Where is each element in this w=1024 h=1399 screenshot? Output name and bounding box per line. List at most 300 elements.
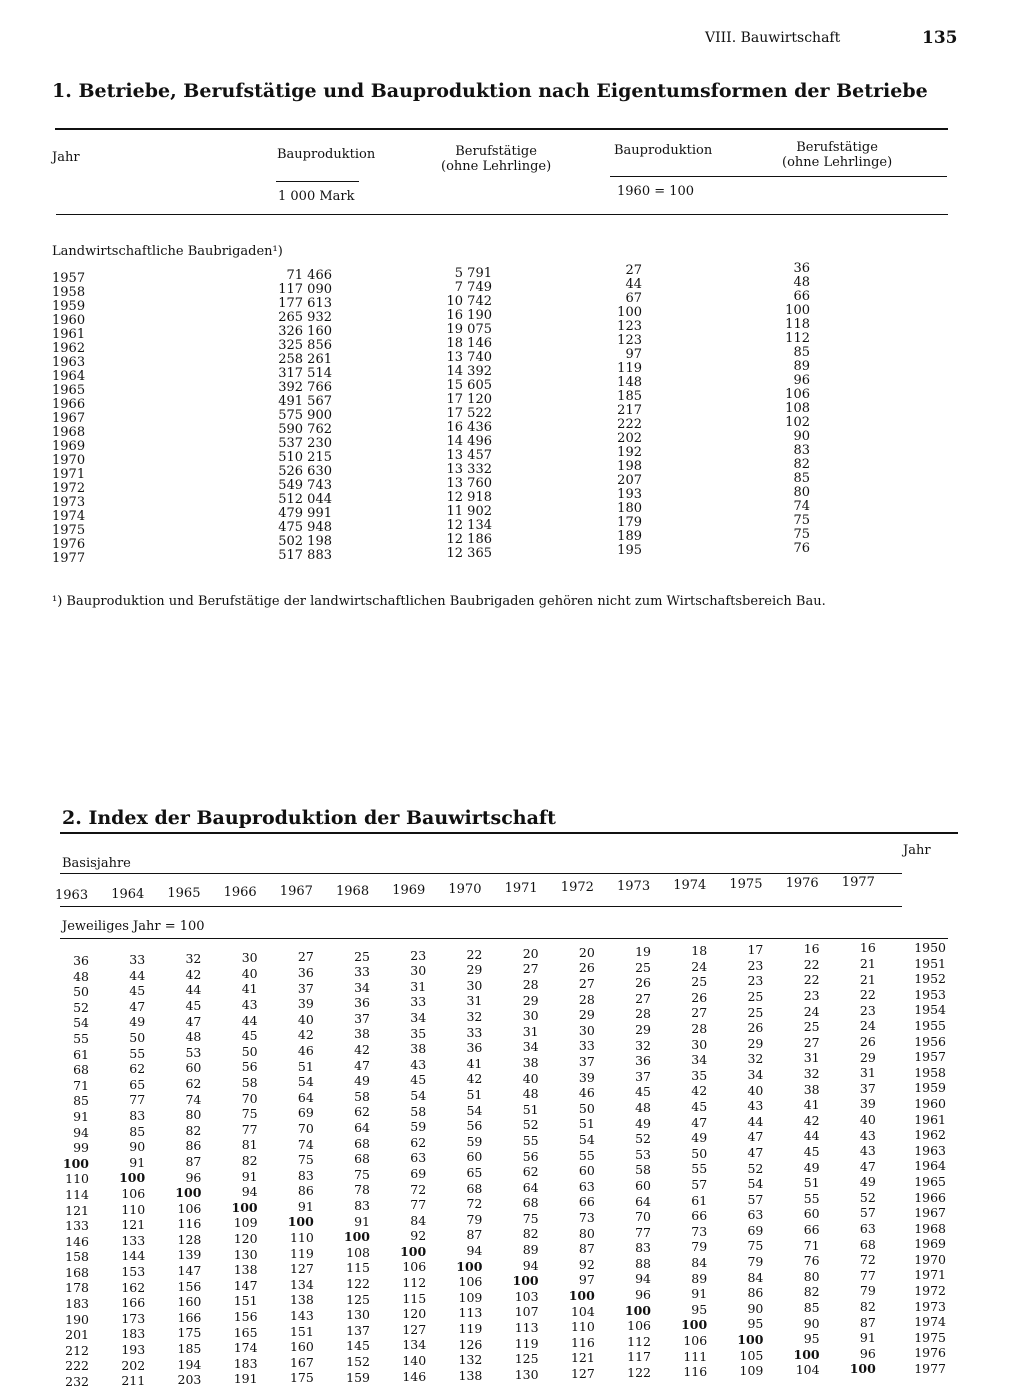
t2-cell: 52 — [522, 1117, 539, 1133]
t2-cell: 146 — [402, 1368, 427, 1384]
t2-row-year: 1956 — [914, 1033, 946, 1049]
t2-cell: 36 — [466, 1040, 483, 1056]
t1-year-cell: 1966 — [52, 397, 86, 412]
t2-cell: 63 — [578, 1178, 595, 1194]
t2-cell: 90 — [747, 1300, 764, 1316]
t1-berufstaetige-index-cell: 112 — [785, 331, 810, 346]
t2-cell: 100 — [231, 1199, 258, 1215]
t2-cell: 57 — [859, 1205, 876, 1221]
t2-cell: 232 — [65, 1374, 89, 1390]
t2-cell: 95 — [803, 1331, 820, 1347]
t2-cell: 77 — [859, 1267, 876, 1283]
t1-bauproduktion-index-cell: 222 — [617, 417, 642, 432]
t2-cell: 56 — [241, 1059, 258, 1075]
t2-cell: 57 — [691, 1177, 708, 1192]
t2-cell: 70 — [297, 1120, 314, 1136]
t2-cell: 50 — [578, 1100, 595, 1116]
t2-cell: 121 — [121, 1217, 146, 1233]
t2-base-year: 1966 — [223, 885, 257, 901]
t2-cell: 109 — [739, 1363, 764, 1379]
t2-cell: 54 — [578, 1132, 595, 1148]
t2-cell: 159 — [346, 1369, 370, 1385]
t1-unit-rule-right — [610, 176, 947, 177]
t2-cell: 55 — [129, 1045, 146, 1061]
t2-cell: 25 — [691, 974, 708, 990]
t2-cell: 122 — [346, 1275, 370, 1291]
t2-cell: 151 — [233, 1293, 258, 1309]
t2-cell: 116 — [683, 1364, 708, 1380]
t2-cell: 31 — [410, 978, 427, 994]
t2-cell: 42 — [466, 1071, 483, 1087]
t2-cell: 51 — [466, 1087, 483, 1103]
t2-row-year: 1976 — [914, 1345, 946, 1361]
t2-cell: 63 — [859, 1221, 876, 1237]
t2-column — [280, 949, 314, 1386]
t2-cell: 71 — [73, 1077, 89, 1093]
t2-cell: 130 — [346, 1307, 370, 1323]
t1-berufstaetige-cell: 15 605 — [446, 378, 492, 393]
t1-bauproduktion-cell: 590 762 — [278, 422, 332, 437]
t2-cell: 31 — [859, 1065, 876, 1081]
t2-cell: 127 — [402, 1321, 427, 1337]
t2-cell: 45 — [185, 997, 202, 1013]
t2-cell: 26 — [747, 1020, 764, 1036]
t2-cell: 112 — [627, 1333, 651, 1349]
t2-cell: 44 — [747, 1113, 764, 1129]
t2-base-year: 1973 — [617, 879, 651, 894]
t2-cell: 91 — [297, 1198, 314, 1214]
t1-bauproduktion-index-cell: 123 — [617, 319, 642, 334]
t2-cell: 68 — [466, 1180, 483, 1196]
t2-row-year: 1957 — [914, 1049, 946, 1065]
t1-berufstaetige-index-cell: 48 — [793, 275, 810, 290]
t1-bauproduktion-cell: 258 261 — [278, 352, 332, 367]
t2-cell: 52 — [635, 1131, 651, 1147]
t2-cell: 58 — [241, 1075, 258, 1091]
t2-column — [448, 947, 482, 1384]
t2-cell: 107 — [514, 1304, 539, 1320]
t1-bauproduktion-cell: 265 932 — [278, 310, 332, 325]
t2-cell: 29 — [635, 1021, 651, 1037]
t2-cell: 47 — [691, 1114, 708, 1130]
t2-cell: 139 — [177, 1247, 202, 1263]
t2-cell: 109 — [233, 1215, 258, 1231]
t2-cell: 152 — [346, 1353, 370, 1369]
t2-cell: 80 — [185, 1107, 202, 1123]
t2-cell: 27 — [578, 976, 595, 992]
t2-cell: 146 — [65, 1233, 89, 1249]
page-number: 135 — [922, 28, 958, 48]
t2-cell: 64 — [522, 1179, 539, 1195]
t2-cell: 77 — [410, 1197, 427, 1213]
t2-cell: 27 — [522, 961, 539, 977]
t2-cell: 74 — [297, 1136, 314, 1152]
section-header: VIII. Bauwirtschaft — [705, 30, 841, 46]
t1-berufstaetige-cell: 5 791 — [454, 266, 492, 281]
t2-row-year: 1977 — [914, 1361, 946, 1377]
t2-cell: 68 — [354, 1151, 370, 1167]
t2-cell: 116 — [570, 1334, 595, 1350]
t2-cell: 82 — [522, 1226, 539, 1242]
t1-bauproduktion-cell: 512 044 — [278, 492, 332, 507]
t1-header-berufstaetige-index-line1: Berufstätige — [796, 140, 878, 155]
t1-header-berufstaetige-line1: Berufstätige — [455, 144, 537, 159]
t2-cell: 60 — [578, 1163, 595, 1179]
t1-bauproduktion-cell: 537 230 — [278, 436, 332, 451]
t2-cell: 133 — [65, 1218, 89, 1234]
t2-column — [786, 941, 820, 1378]
t2-cell: 31 — [803, 1050, 820, 1066]
t1-berufstaetige-index-cell: 108 — [785, 401, 810, 416]
t2-cell: 156 — [233, 1308, 258, 1324]
t2-cell: 44 — [185, 982, 202, 998]
t2-cell: 49 — [691, 1130, 708, 1146]
t2-cell: 43 — [410, 1056, 427, 1072]
t2-cell: 91 — [859, 1330, 876, 1346]
t2-cell: 120 — [402, 1306, 427, 1322]
t1-berufstaetige-index-cell: 76 — [793, 541, 810, 556]
t2-cell: 23 — [747, 973, 764, 989]
t2-cell: 52 — [859, 1189, 876, 1205]
t2-cell: 143 — [289, 1308, 314, 1324]
t2-cell: 42 — [297, 1027, 314, 1043]
t1-bauproduktion-cell: 475 948 — [278, 520, 332, 535]
t2-cell: 120 — [233, 1230, 258, 1246]
t1-year-cell: 1965 — [52, 383, 86, 398]
t2-cell: 65 — [466, 1165, 483, 1180]
t2-cell: 91 — [354, 1213, 370, 1229]
t2-cell: 69 — [297, 1105, 314, 1121]
t1-bauproduktion-index-cell: 202 — [617, 431, 642, 446]
t2-cell: 100 — [400, 1243, 427, 1259]
t2-cell: 51 — [803, 1175, 820, 1191]
t2-cell: 44 — [241, 1012, 258, 1028]
t2-cell: 95 — [691, 1301, 708, 1317]
t2-cell: 26 — [691, 989, 708, 1005]
t1-header-bauproduktion: Bauproduktion — [277, 147, 376, 162]
t2-cell: 45 — [691, 1099, 708, 1115]
t2-cell: 30 — [410, 963, 427, 979]
t1-bauproduktion-index-cell: 189 — [617, 529, 642, 544]
t2-column — [561, 945, 595, 1382]
t2-cell: 55 — [691, 1161, 708, 1177]
t2-cell: 29 — [747, 1035, 764, 1051]
t1-berufstaetige-cell: 13 457 — [446, 448, 492, 463]
t2-cell: 60 — [803, 1206, 820, 1222]
t2-cell: 100 — [456, 1258, 483, 1274]
t1-bauproduktion-cell: 326 160 — [278, 324, 332, 339]
t2-cell: 21 — [859, 955, 876, 971]
t2-cell: 78 — [354, 1182, 370, 1198]
t2-cell: 50 — [73, 984, 89, 1000]
t2-jahr-label: Jahr — [903, 843, 931, 858]
t1-bauproduktion-index-cell: 67 — [625, 291, 642, 306]
t1-berufstaetige-cell: 14 496 — [446, 434, 492, 449]
t2-cell: 130 — [233, 1246, 258, 1262]
t1-unit-index: 1960 = 100 — [617, 184, 695, 199]
t2-cell: 94 — [73, 1124, 89, 1140]
t2-cell: 17 — [747, 942, 764, 958]
t2-cell: 100 — [512, 1273, 539, 1289]
t1-year-cell: 1961 — [52, 327, 86, 342]
t2-cell: 140 — [402, 1353, 427, 1369]
t2-cell: 91 — [241, 1168, 258, 1184]
t2-cell: 54 — [297, 1074, 314, 1090]
t2-cell: 50 — [129, 1030, 146, 1046]
t2-cell: 58 — [410, 1103, 427, 1119]
t2-row-year: 1955 — [914, 1017, 946, 1033]
t1-bauproduktion-index-cell: 198 — [617, 459, 642, 474]
t2-cell: 51 — [578, 1116, 595, 1132]
t2-cell: 61 — [691, 1192, 708, 1208]
t1-year-cell: 1964 — [52, 369, 86, 384]
t2-cell: 33 — [466, 1024, 483, 1040]
t2-row-year: 1970 — [914, 1251, 946, 1267]
t1-bauproduktion-index-cell: 100 — [617, 305, 642, 320]
t2-cell: 83 — [129, 1108, 146, 1124]
t2-column — [617, 944, 651, 1381]
t1-year-cell: 1971 — [52, 467, 86, 482]
t1-bauproduktion-cell: 575 900 — [278, 408, 332, 423]
t2-subheader: Jeweiliges Jahr = 100 — [62, 919, 205, 934]
t2-cell: 77 — [129, 1092, 146, 1108]
t2-cell: 87 — [578, 1241, 595, 1257]
t2-cell: 22 — [803, 972, 820, 988]
t2-cell: 37 — [578, 1054, 595, 1070]
t2-cell: 26 — [578, 960, 595, 976]
t2-cell: 30 — [691, 1036, 708, 1052]
t2-cell: 48 — [73, 968, 89, 984]
table2-title: 2. Index der Bauproduktion der Bauwirtschaft — [62, 807, 556, 829]
t2-cell: 125 — [346, 1291, 370, 1307]
t1-bauproduktion-index-cell: 192 — [617, 445, 642, 460]
t2-basisjahre-label: Basisjahre — [62, 856, 131, 871]
t2-cell: 75 — [522, 1210, 539, 1226]
t2-cell: 66 — [578, 1194, 595, 1210]
t2-cell: 110 — [65, 1171, 89, 1187]
t2-row-year: 1965 — [914, 1173, 946, 1189]
t2-base-year: 1965 — [167, 886, 201, 902]
t1-berufstaetige-cell: 13 760 — [446, 476, 492, 491]
t2-cell: 70 — [241, 1090, 258, 1106]
t2-cell: 38 — [522, 1054, 539, 1070]
t2-column — [336, 949, 370, 1386]
t2-cell: 68 — [354, 1135, 370, 1151]
t2-cell: 44 — [129, 967, 146, 983]
t2-cell: 156 — [177, 1278, 202, 1294]
t1-berufstaetige-index-cell: 90 — [793, 429, 810, 444]
t2-cell: 100 — [793, 1346, 820, 1362]
t2-cell: 24 — [859, 1018, 876, 1034]
t2-row-year: 1964 — [914, 1158, 946, 1174]
t2-cell: 85 — [129, 1123, 146, 1139]
t2-cell: 87 — [185, 1153, 202, 1169]
t2-cell: 147 — [233, 1277, 258, 1293]
t1-col-berufstaetige — [432, 267, 492, 561]
t2-cell: 36 — [635, 1053, 651, 1069]
t1-year-cell: 1959 — [52, 299, 86, 314]
t2-cell: 64 — [297, 1089, 314, 1105]
t2-cell: 106 — [627, 1318, 651, 1334]
t2-cell: 55 — [578, 1147, 595, 1163]
t1-berufstaetige-cell: 13 740 — [446, 350, 492, 365]
t1-year-cell: 1968 — [52, 425, 86, 440]
t2-row-year: 1962 — [914, 1127, 946, 1143]
t2-cell: 40 — [522, 1070, 539, 1086]
t1-footnote: ¹) Bauproduktion und Berufstätige der landwirtschaftlichen Baubrigaden gehören nicht zum Wirtschaftsbereich Bau. — [52, 594, 826, 609]
t2-cell: 183 — [121, 1326, 146, 1342]
t2-cell: 28 — [691, 1021, 708, 1037]
t2-base-year: 1964 — [111, 887, 145, 903]
t2-cell: 132 — [458, 1352, 483, 1368]
t1-year-cell: 1976 — [52, 537, 86, 552]
t2-base-year: 1970 — [448, 881, 482, 897]
t1-bauproduktion-index-cell: 44 — [625, 277, 642, 292]
t1-bauproduktion-cell: 510 215 — [278, 450, 332, 465]
t1-berufstaetige-index-cell: 89 — [793, 359, 810, 374]
t1-berufstaetige-index-cell: 75 — [793, 513, 810, 528]
t2-body-rule — [60, 938, 948, 939]
t2-base-year: 1963 — [55, 888, 89, 903]
t2-cell: 89 — [522, 1242, 539, 1258]
t1-berufstaetige-cell: 16 436 — [446, 420, 492, 435]
t2-cell: 92 — [410, 1228, 427, 1244]
t2-cell: 126 — [458, 1336, 483, 1352]
t2-cell: 34 — [354, 979, 370, 995]
t2-cell: 185 — [177, 1341, 202, 1357]
t2-column — [167, 951, 201, 1388]
t1-berufstaetige-index-cell: 80 — [793, 485, 810, 500]
t1-year-cell: 1975 — [52, 523, 86, 538]
t1-year-cell: 1974 — [52, 509, 86, 524]
t2-cell: 75 — [354, 1166, 370, 1182]
t2-cell: 55 — [73, 1030, 89, 1046]
t2-cell: 94 — [466, 1242, 483, 1258]
t2-cell: 47 — [747, 1129, 764, 1145]
t2-cell: 50 — [241, 1043, 258, 1059]
t2-cell: 138 — [458, 1367, 483, 1383]
t2-cell: 90 — [129, 1139, 146, 1155]
t2-cell: 90 — [803, 1315, 820, 1331]
t2-cell: 190 — [65, 1311, 89, 1327]
t2-base-year: 1975 — [729, 877, 763, 893]
t2-cell: 83 — [354, 1198, 370, 1213]
t1-year-cell: 1977 — [52, 551, 86, 566]
t1-header-bottom-rule — [56, 214, 948, 215]
t2-cell: 45 — [129, 983, 146, 999]
t2-cell: 62 — [410, 1134, 427, 1150]
t2-column — [729, 942, 763, 1379]
t2-cell: 34 — [410, 1009, 427, 1025]
t1-unit-mark: 1 000 Mark — [278, 189, 355, 204]
t2-cell: 46 — [578, 1085, 595, 1101]
t2-cell: 39 — [859, 1096, 876, 1112]
t2-cell: 27 — [635, 990, 651, 1006]
t2-cell: 160 — [177, 1294, 202, 1310]
t1-header-bauproduktion-index: Bauproduktion — [614, 143, 713, 158]
t1-berufstaetige-cell: 11 902 — [446, 504, 492, 519]
t1-bauproduktion-cell: 117 090 — [278, 282, 332, 297]
t2-base-year: 1968 — [336, 883, 370, 899]
t2-cell: 32 — [803, 1066, 820, 1082]
t2-cell: 138 — [233, 1262, 258, 1278]
t2-cell: 32 — [185, 951, 202, 967]
t2-cell: 28 — [578, 991, 595, 1007]
t2-cell: 168 — [65, 1264, 89, 1280]
t2-row-year: 1950 — [914, 940, 946, 955]
t2-row-year: 1968 — [914, 1220, 946, 1236]
t2-cell: 31 — [522, 1023, 539, 1039]
t2-cell: 115 — [402, 1290, 427, 1306]
t1-bauproduktion-index-cell: 207 — [617, 473, 642, 488]
t2-cell: 86 — [185, 1138, 202, 1154]
t2-cell: 48 — [635, 1099, 651, 1115]
table1-title: 1. Betriebe, Berufstätige und Bauproduktion nach Eigentumsformen der Betriebe — [52, 80, 928, 102]
t1-unit-rule-left — [276, 181, 359, 182]
t1-header-berufstaetige — [441, 144, 551, 174]
t2-cell: 26 — [635, 975, 651, 991]
t2-cell: 41 — [466, 1055, 483, 1071]
t1-berufstaetige-index-cell: 96 — [793, 373, 810, 388]
t2-cell: 40 — [297, 1011, 314, 1027]
t2-cell: 64 — [354, 1120, 370, 1136]
t2-cell: 88 — [635, 1255, 651, 1271]
t2-cell: 92 — [578, 1256, 595, 1272]
t1-berufstaetige-index-cell: 66 — [793, 289, 810, 304]
t2-cell: 104 — [795, 1362, 820, 1378]
t2-cell: 51 — [522, 1101, 539, 1117]
table1-top-rule — [55, 128, 948, 130]
t2-cell: 85 — [803, 1299, 820, 1315]
t1-bauproduktion-index-cell: 123 — [617, 333, 642, 348]
t1-year-cell: 1958 — [52, 285, 86, 300]
t2-cell: 115 — [346, 1260, 370, 1276]
t2-cell: 100 — [849, 1361, 876, 1377]
t2-cell: 33 — [410, 994, 427, 1010]
t1-bauproduktion-cell: 392 766 — [278, 380, 332, 395]
t1-header-jahr: Jahr — [52, 150, 80, 165]
t2-cell: 222 — [65, 1358, 89, 1374]
t2-cell: 24 — [691, 958, 708, 974]
t2-column — [224, 950, 258, 1387]
t2-col-row-years — [902, 940, 946, 1377]
t2-cell: 110 — [121, 1201, 146, 1217]
t2-cell: 75 — [297, 1152, 314, 1168]
t1-year-cell: 1963 — [52, 355, 86, 370]
t2-cell: 137 — [346, 1322, 370, 1338]
t2-cell: 49 — [859, 1174, 876, 1190]
t2-base-year: 1969 — [392, 882, 426, 898]
t2-cell: 106 — [177, 1200, 202, 1216]
t2-cell: 166 — [121, 1295, 146, 1311]
t2-cell: 65 — [129, 1076, 146, 1092]
t1-berufstaetige-cell: 19 075 — [446, 322, 492, 337]
t2-cell: 77 — [241, 1121, 258, 1137]
t2-row-year: 1959 — [914, 1080, 946, 1096]
t2-cell: 72 — [859, 1252, 876, 1268]
t2-cell: 23 — [747, 957, 764, 973]
t2-cell: 61 — [73, 1046, 89, 1062]
t2-cell: 153 — [121, 1263, 146, 1279]
t2-cell: 49 — [129, 1014, 146, 1030]
t2-cell: 69 — [410, 1165, 427, 1181]
t2-cell: 71 — [803, 1237, 820, 1253]
t1-berufstaetige-cell: 18 146 — [446, 336, 492, 351]
t1-berufstaetige-index-cell: 36 — [793, 261, 810, 276]
t2-cell: 49 — [354, 1073, 370, 1089]
t2-cell: 54 — [73, 1015, 89, 1031]
t1-year-cell: 1957 — [52, 271, 86, 286]
